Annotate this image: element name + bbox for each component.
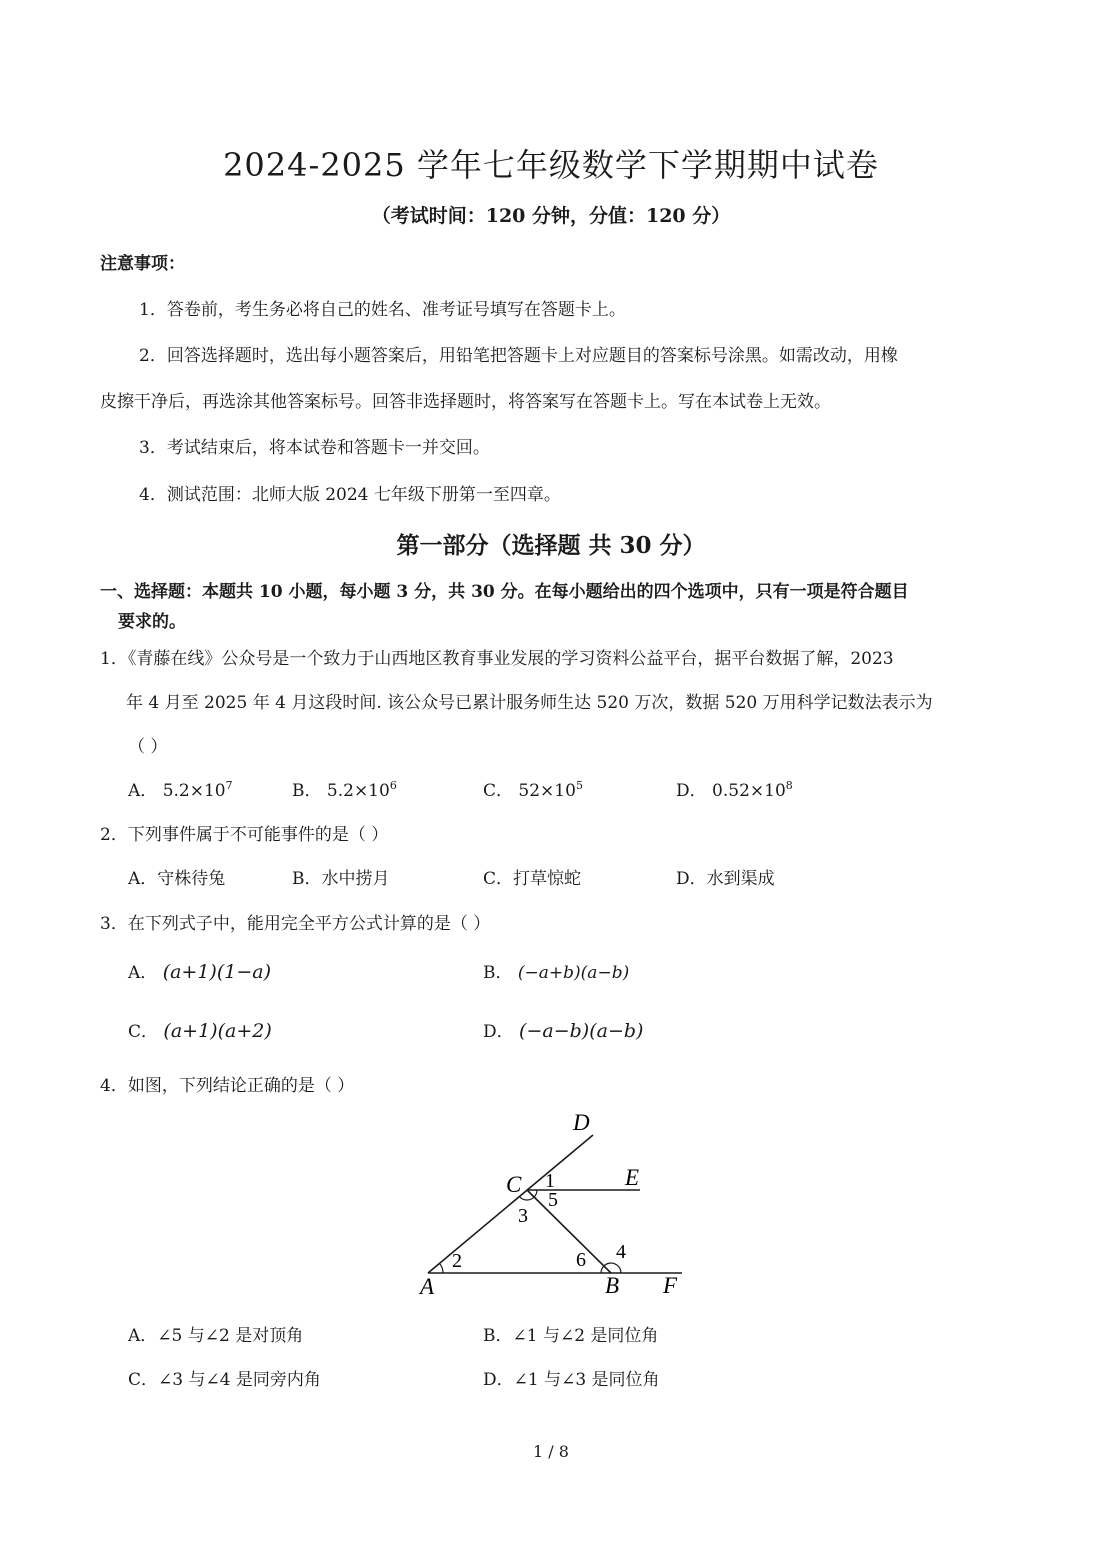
q2-option-a[interactable]: A．守株待兔 xyxy=(128,869,226,889)
q1-option-b-base: 5.2×10 xyxy=(326,781,390,801)
section-instruction: 一、选择题：本题共 10 小题，每小题 3 分，共 30 分。在每小题给出的四个选项中，只有一项是符合题目 xyxy=(100,582,909,602)
q2-stem: 2．下列事件属于不可能事件的是（ ） xyxy=(100,825,389,845)
q1-option-a[interactable] xyxy=(128,776,233,801)
exam-subtitle: （考试时间：120 分钟，分值：120 分） xyxy=(371,205,731,227)
label-angle-6: 6 xyxy=(576,1249,586,1271)
q1-stem-line2: 年 4 月至 2025 年 4 月这段时间. 该公众号已累计服务师生达 520 万次，数据 520 万用科学记数法表示为 xyxy=(126,693,933,713)
q4-option-b[interactable]: B．∠1 与∠2 是同位角 xyxy=(483,1326,659,1346)
q1-option-d[interactable] xyxy=(676,776,793,801)
q2-option-c[interactable]: C．打草惊蛇 xyxy=(483,869,582,889)
q4-option-d[interactable]: D．∠1 与∠3 是同位角 xyxy=(483,1370,660,1390)
q1-stem-line3: （ ） xyxy=(128,737,168,757)
label-angle-3: 3 xyxy=(518,1205,528,1227)
notice-item-4: 4．测试范围：北师大版 2024 七年级下册第一至四章。 xyxy=(139,485,561,505)
q1-stem-line1: 1．《青藤在线》公众号是一个致力于山西地区教育事业发展的学习资料公益平台，据平台数据了解，2023 xyxy=(100,649,894,669)
label-point-d: D xyxy=(573,1110,590,1135)
q1-option-d-exp: 8 xyxy=(785,779,793,792)
q3-option-b-label: B． xyxy=(483,963,513,983)
angle-3-arc xyxy=(519,1196,534,1200)
q4-stem: 4．如图，下列结论正确的是（ ） xyxy=(100,1076,355,1096)
q3-option-d[interactable] xyxy=(483,1017,643,1042)
angle-2-arc xyxy=(440,1263,444,1273)
q3-option-b-expr: (−a+b)(a−b) xyxy=(517,963,630,983)
q4-option-a[interactable]: A．∠5 与∠2 是对顶角 xyxy=(128,1326,304,1346)
q1-option-c[interactable] xyxy=(483,776,583,801)
label-point-e: E xyxy=(625,1165,640,1190)
angle-5-arc xyxy=(534,1190,537,1197)
q3-option-a-label: A． xyxy=(128,963,158,983)
q1-option-a-base: 5.2×10 xyxy=(162,781,226,801)
label-angle-1: 1 xyxy=(545,1170,555,1192)
q3-option-d-label: D． xyxy=(483,1022,514,1042)
q3-option-a[interactable] xyxy=(128,958,271,983)
q2-option-b[interactable]: B．水中捞月 xyxy=(292,869,390,889)
q4-option-c[interactable]: C．∠3 与∠4 是同旁内角 xyxy=(128,1370,321,1390)
q2-option-d[interactable]: D．水到渠成 xyxy=(676,869,775,889)
q1-option-a-exp: 7 xyxy=(225,779,233,792)
label-point-f: F xyxy=(663,1273,678,1298)
label-angle-2: 2 xyxy=(452,1250,462,1272)
label-angle-4: 4 xyxy=(616,1241,626,1263)
exam-title: 2024-2025 学年七年级数学下学期期中试卷 xyxy=(223,146,879,184)
notice-item-2-cont: 皮擦干净后，再选涂其他答案标号。回答非选择题时，将答案写在答题卡上。写在本试卷上无效。 xyxy=(100,392,831,412)
q3-stem: 3．在下列式子中，能用完全平方公式计算的是（ ） xyxy=(100,914,491,934)
q3-option-b[interactable] xyxy=(483,958,629,983)
label-point-b: B xyxy=(605,1273,620,1298)
q1-option-b-label: B． xyxy=(292,781,322,801)
section-title: 第一部分（选择题 共 30 分） xyxy=(396,532,706,559)
angle-6-arc xyxy=(601,1266,604,1273)
q3-option-a-expr: (a+1)(1−a) xyxy=(162,961,272,983)
q1-option-d-base: 0.52×10 xyxy=(712,781,786,801)
section-instruction-cont: 要求的。 xyxy=(118,612,186,632)
q1-option-c-label: C． xyxy=(483,781,514,801)
label-point-c: C xyxy=(506,1172,522,1197)
q1-option-c-base: 52×10 xyxy=(518,781,576,801)
q3-option-c[interactable] xyxy=(128,1017,272,1042)
label-angle-5: 5 xyxy=(548,1189,558,1211)
segment-cb xyxy=(527,1190,611,1273)
q1-option-c-exp: 5 xyxy=(575,779,583,792)
q1-option-a-label: A． xyxy=(128,781,158,801)
q4-geometry-figure xyxy=(400,1100,700,1305)
q3-option-c-label: C． xyxy=(128,1022,159,1042)
page-number: 1 / 8 xyxy=(533,1442,569,1461)
label-point-a: A xyxy=(420,1274,435,1299)
q3-option-c-expr: (a+1)(a+2) xyxy=(163,1020,272,1042)
notice-item-3: 3．考试结束后，将本试卷和答题卡一并交回。 xyxy=(139,438,490,458)
q1-option-d-label: D． xyxy=(676,781,707,801)
q3-option-d-expr: (−a−b)(a−b) xyxy=(519,1020,644,1042)
notice-item-2: 2．回答选择题时，选出每小题答案后，用铅笔把答题卡上对应题目的答案标号涂黑。如需改动，用橡 xyxy=(139,346,898,366)
notice-heading: 注意事项： xyxy=(100,254,185,274)
notice-item-1: 1．答卷前，考生务必将自己的姓名、准考证号填写在答题卡上。 xyxy=(139,300,626,320)
q1-option-b[interactable] xyxy=(292,776,397,801)
q1-option-b-exp: 6 xyxy=(389,779,397,792)
